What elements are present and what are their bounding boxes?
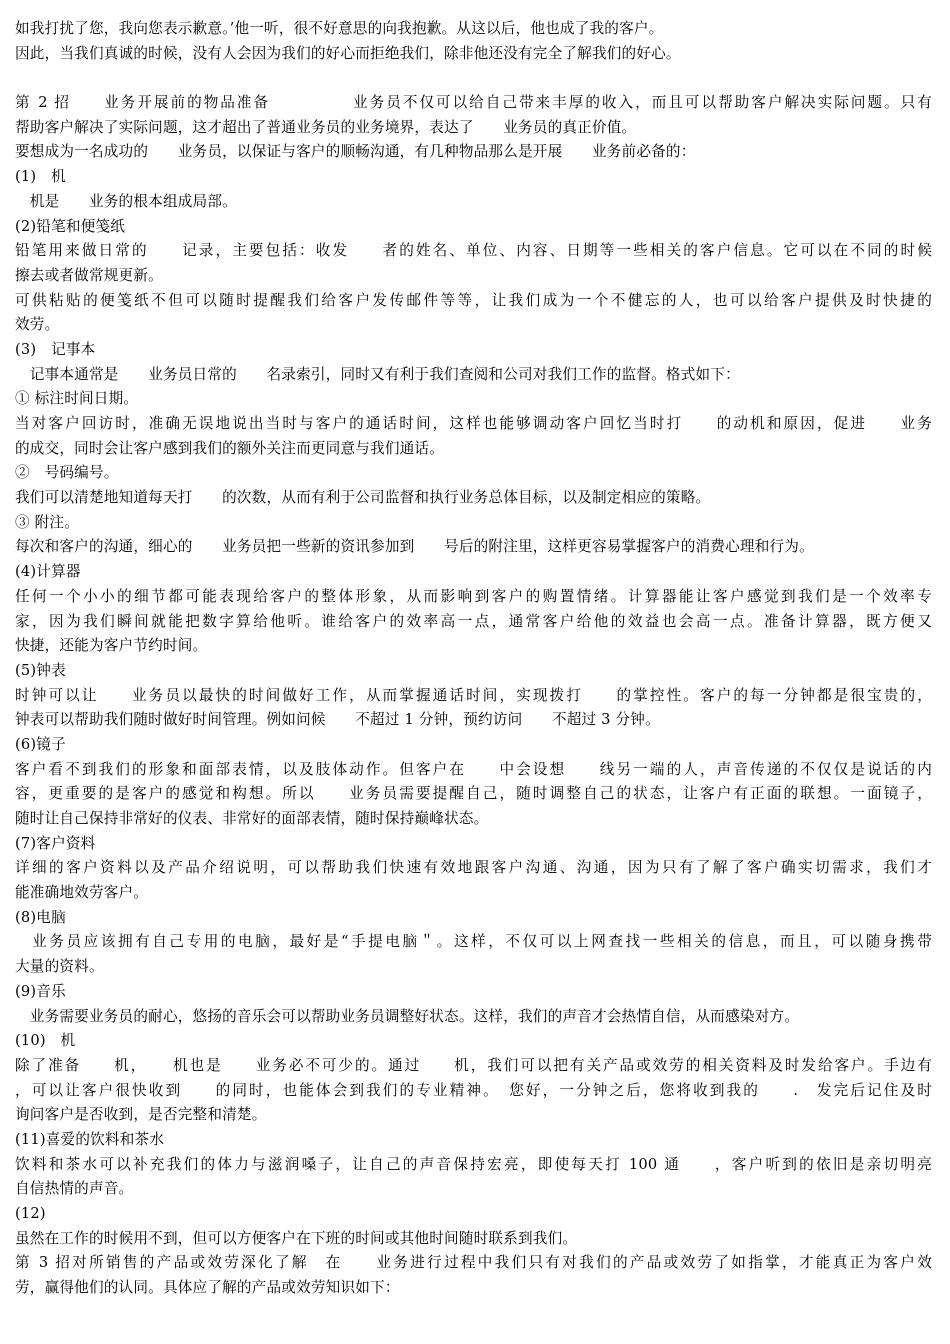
text-line: 能准确地效劳客户。 <box>15 884 149 902</box>
text-line: 如我打扰了您，我向您表示歉意。’他一听，很不好意思的向我抱歉。从这以后，他也成了我的客户。 <box>15 20 664 37</box>
text-line: 快捷，还能为客户节约时间。 <box>15 637 208 655</box>
text-line: 帮助客户解决了实际问题，这才超出了普通业务员的业务境界，表达了 业务员的真正价值。 <box>15 118 637 136</box>
text-line: 钟表可以帮助我们随时做好时间管理。例如问候 不超过 1 分钟，预约访问 不超过 3 分钟。 <box>15 711 660 729</box>
text-line: ③ 附注。 <box>15 513 80 531</box>
blank-line <box>15 66 932 91</box>
text-line: (5)钟表 <box>15 661 66 679</box>
text-line: 大量的资料。 <box>15 958 104 976</box>
text-line: (3) 记事本 <box>15 340 96 358</box>
text-line: 详细的客户资料以及产品介绍说明，可以帮助我们快速有效地跟客户沟通、沟通，因为只有了解了客户确实切需求，我们才 <box>15 859 932 877</box>
text-line: 铅笔用来做日常的 记录，主要包括：收发 者的姓名、单位、内容、日期等一些相关的客户信息。它可以在不同的时候 <box>15 242 932 260</box>
text-line: 虽然在工作的时候用不到，但可以方便客户在下班的时间或其他时间随时联系到我们。 <box>15 1229 578 1247</box>
text-line: 业务员应该拥有自己专用的电脑，最好是“手提电脑＂。这样，不仅可以上网查找一些相关的信息，而且，可以随身携带 <box>15 933 932 951</box>
text-line: 第 2 招 业务开展前的物品准备 业务员不仅可以给自己带来丰厚的收入，而且可以帮助客户解决实际问题。只有 <box>15 94 932 112</box>
text-line: (2)铅笔和便笺纸 <box>15 217 126 235</box>
text-line: 询问客户是否收到，是否完整和清楚。 <box>15 1106 267 1124</box>
text-line: ① 标注时间日期。 <box>15 390 139 408</box>
text-line: (4)计算器 <box>15 563 81 581</box>
text-line: 效劳。 <box>15 316 60 334</box>
text-line: 的成交，同时会让客户感到我们的额外关注而更同意与我们通话。 <box>15 439 445 457</box>
text-line: 客户看不到我们的形象和面部表情，以及肢体动作。但客户在 中会设想 线另一端的人，声音传递的不仅仅是说话的内 <box>15 760 932 778</box>
text-line: 除了准备 机， 机也是 业务必不可少的。通过 机，我们可以把有关产品或效劳的相关资料及时发给客户。手边有 <box>15 1056 932 1074</box>
text-line: ② 号码编号。 <box>15 464 119 482</box>
text-line: 擦去或者做常规更新。 <box>15 266 163 284</box>
text-line: ，可以让客户很快收到 的同时，也能体会到我们的专业精神。 您好，一分钟之后，您将收到我的 . 发完后记住及时 <box>15 1081 932 1099</box>
text-line: 任何一个小小的细节都可能表现给客户的整体形象，从而影响到客户的购置情绪。计算器能让客户感觉到我们是一个效率专 <box>15 587 932 605</box>
text-line: 第 3 招对所销售的产品或效劳深化了解 在 业务进行过程中我们只有对我们的产品或效劳了如指掌，才能真正为客户效 <box>15 1254 932 1272</box>
text-line: 记事本通常是 业务员日常的 名录索引，同时又有利于我们查阅和公司对我们工作的监督。格式如下： <box>15 365 740 383</box>
text-line: 机是 业务的根本组成局部。 <box>15 192 237 210</box>
text-line: (12) <box>15 1205 46 1222</box>
text-line: 业务需要业务员的耐心，悠扬的音乐会可以帮助业务员调整好状态。这样，我们的声音才会热情自信，从而感染对方。 <box>15 1007 800 1025</box>
text-line: (8)电脑 <box>15 908 66 926</box>
text-line: (11)喜爱的饮料和茶水 <box>15 1130 165 1148</box>
text-line: (9)音乐 <box>15 982 66 1000</box>
text-line: 时钟可以让 业务员以最快的时间做好工作，从而掌握通话时间，实现拨打 的掌控性。客户的每一分钟都是很宝贵的， <box>15 686 932 704</box>
text-line: (6)镜子 <box>15 735 66 753</box>
text-line: 我们可以清楚地知道每天打 的次数，从而有利于公司监督和执行业务总体目标，以及制定相应的策略。 <box>15 489 711 507</box>
text-line: 每次和客户的沟通，细心的 业务员把一些新的资讯参加到 号后的附注里，这样更容易掌握客户的消费心理和行为。 <box>15 538 814 556</box>
text-line: 要想成为一名成功的 业务员，以保证与客户的顺畅沟通，有几种物品那么是开展 业务前必备的： <box>15 143 696 161</box>
text-line: 自信热情的声音。 <box>15 1180 134 1198</box>
text-line: 家，因为我们瞬间就能把数字算给他听。谁给客户的效率高一点，通常客户给他的效益也会高一点。准备计算器，既方便又 <box>15 612 932 630</box>
text-line: 容，更重要的是客户的感觉和构想。所以 业务员需要提醒自己，随时调整自己的状态，让客户有正面的联想。一面镜子， <box>15 785 932 803</box>
text-line: 当对客户回访时，准确无误地说出当时与客户的通话时间，这样也能够调动客户回忆当时打 的动机和原因，促进 业务 <box>15 415 932 432</box>
text-line: 随时让自己保持非常好的仪表、非常好的面部表情，随时保持巅峰状态。 <box>15 810 489 827</box>
text-line: 因此，当我们真诚的时候，没有人会因为我们的好心而拒绝我们，除非他还没有完全了解我们的好心。 <box>15 44 681 62</box>
text-line: 劳，赢得他们的认同。具体应了解的产品或效劳知识如下： <box>15 1279 400 1297</box>
text-line: 可供粘贴的便笺纸不但可以随时提醒我们给客户发传邮件等等，让我们成为一个不健忘的人，也可以给客户提供及时快捷的 <box>15 291 932 309</box>
text-line: (1) 机 <box>15 168 66 186</box>
text-line: (7)客户资料 <box>15 834 96 852</box>
text-line: (10) 机 <box>15 1032 76 1050</box>
text-line: 饮料和茶水可以补充我们的体力与滋润嗓子，让自己的声音保持宏亮，即使每天打 100 通 ，客户听到的依旧是亲切明亮 <box>15 1155 932 1173</box>
